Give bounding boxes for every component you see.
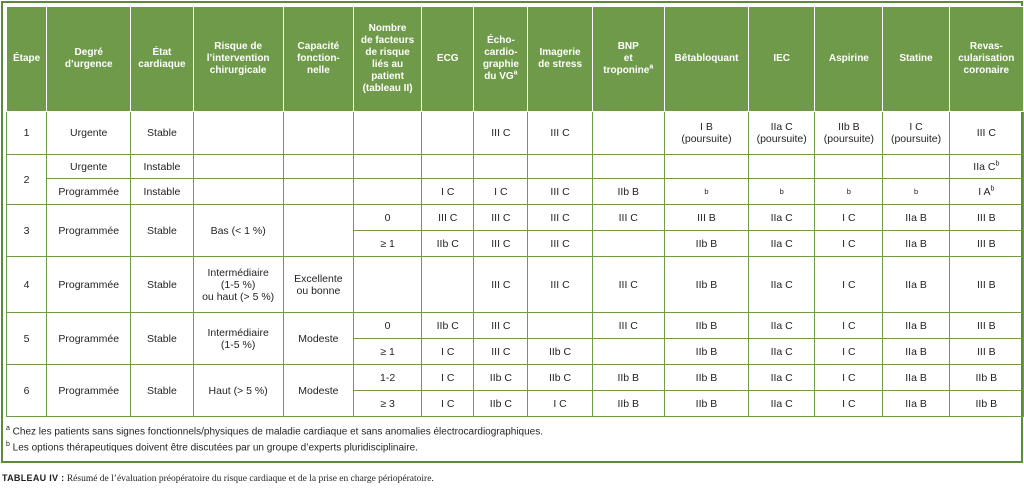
cell-facteurs: 1-2: [353, 365, 421, 391]
cell-iec: IIa C: [749, 365, 815, 391]
cell-capacite: [283, 205, 353, 257]
cell-aspirine: I C: [815, 205, 883, 231]
cell-imagerie: [528, 155, 592, 179]
cell-beta: IIb B: [664, 365, 748, 391]
cell-capacite: [283, 112, 353, 155]
cell-echo: IIb C: [474, 365, 528, 391]
cell-facteurs: [353, 257, 421, 313]
header-aspirine: Aspirine: [815, 7, 883, 112]
cell-imagerie: I C: [528, 391, 592, 417]
cell-facteurs: ≥ 3: [353, 391, 421, 417]
cell-imagerie: IIb C: [528, 365, 592, 391]
cell-facteurs: [353, 112, 421, 155]
cell-revasc: III B: [949, 231, 1023, 257]
cell-imagerie: III C: [528, 205, 592, 231]
cell-ecg: [422, 112, 474, 155]
header-urgence: Degré d’urgence: [47, 7, 131, 112]
cell-etape: 1: [7, 112, 47, 155]
cell-aspirine: I C: [815, 365, 883, 391]
header-risque: Risque de l’intervention chirurgicale: [193, 7, 283, 112]
cell-iec: IIa C: [749, 231, 815, 257]
cell-etat: Stable: [131, 205, 193, 257]
cell-bnp: [592, 339, 664, 365]
cell-echo: III C: [474, 257, 528, 313]
cell-echo: III C: [474, 205, 528, 231]
cell-bnp: [592, 155, 664, 179]
table-row-step-5a: [7, 313, 1024, 339]
cell-beta: [664, 155, 748, 179]
cell-revasc: IIb B: [949, 391, 1023, 417]
cell-aspirine: I C: [815, 231, 883, 257]
cell-beta: IIb B: [664, 391, 748, 417]
cell-bnp: IIb B: [592, 365, 664, 391]
cell-etat: Stable: [131, 313, 193, 365]
footnote-b: $^b$ Les options thérapeutiques doivent être discutées par un groupe d’experts pluridisciplinaire.: [6, 441, 418, 454]
cell-aspirine: [815, 155, 883, 179]
cell-urgence: Urgente: [47, 155, 131, 179]
cell-urgence: Programmée: [47, 365, 131, 417]
cell-facteurs: 0: [353, 205, 421, 231]
table-row-step-2b: [7, 179, 1024, 205]
cell-bnp: IIb B: [592, 391, 664, 417]
cell-beta: III B: [664, 205, 748, 231]
cell-bnp: IIb B: [592, 179, 664, 205]
cell-etat: Stable: [131, 112, 193, 155]
header-etape: Étape: [7, 7, 47, 112]
cell-echo: [474, 155, 528, 179]
header-iec: IEC: [749, 7, 815, 112]
cell-urgence: Programmée: [47, 313, 131, 365]
header-revasc: Revas- cularisation coronaire: [949, 7, 1023, 112]
cell-echo: III C: [474, 339, 528, 365]
cell-revasc: III C: [949, 112, 1023, 155]
cell-iec: IIa C: [749, 257, 815, 313]
header-row: [7, 7, 1024, 112]
cell-bnp: III C: [592, 205, 664, 231]
cell-urgence: Programmée: [47, 257, 131, 313]
table-row-step-1: [7, 112, 1024, 155]
cell-bnp: [592, 231, 664, 257]
cell-iec: IIa C: [749, 205, 815, 231]
cell-imagerie: III C: [528, 112, 592, 155]
cell-ecg: [422, 155, 474, 179]
cell-echo: III C: [474, 231, 528, 257]
cell-iec: IIa C (poursuite): [749, 112, 815, 155]
cell-ecg: I C: [422, 179, 474, 205]
cell-etat: Instable: [131, 179, 193, 205]
cell-iec: [749, 155, 815, 179]
cell-echo: I C: [474, 179, 528, 205]
cell-urgence: Programmée: [47, 205, 131, 257]
cell-urgence: Urgente: [47, 112, 131, 155]
cell-ecg: III C: [422, 205, 474, 231]
table-frame: [1, 1, 1023, 463]
cell-bnp: III C: [592, 313, 664, 339]
cell-bnp: III C: [592, 257, 664, 313]
header-ecg: ECG: [422, 7, 474, 112]
cell-facteurs: ≥ 1: [353, 231, 421, 257]
cell-risque: [193, 112, 283, 155]
cell-bnp: [592, 112, 664, 155]
cell-beta: b: [664, 179, 748, 205]
cell-echo: III C: [474, 313, 528, 339]
cell-ecg: I C: [422, 391, 474, 417]
cell-risque: Intermédiaire (1-5 %) ou haut (> 5 %): [193, 257, 283, 313]
cell-statine: IIa B: [883, 313, 949, 339]
cell-revasc: III B: [949, 339, 1023, 365]
cell-ecg: [422, 257, 474, 313]
cell-beta: I B (poursuite): [664, 112, 748, 155]
cell-facteurs: 0: [353, 313, 421, 339]
cell-statine: [883, 155, 949, 179]
cell-facteurs: [353, 155, 421, 179]
cell-statine: b: [883, 179, 949, 205]
cell-aspirine: I C: [815, 391, 883, 417]
cell-risque: [193, 155, 283, 179]
cell-capacite: Modeste: [283, 365, 353, 417]
table-caption: TABLEAU IV : Résumé de l’évaluation préopératoire du risque cardiaque et de la prise en charge périopératoire.: [2, 473, 434, 484]
table-row-step-6a: [7, 365, 1024, 391]
cell-etape: 5: [7, 313, 47, 365]
cell-etape: 6: [7, 365, 47, 417]
cell-statine: IIa B: [883, 365, 949, 391]
cell-iec: IIa C: [749, 339, 815, 365]
cell-imagerie: III C: [528, 179, 592, 205]
footnotes: [6, 422, 1016, 455]
cell-facteurs: ≥ 1: [353, 339, 421, 365]
cell-aspirine: I C: [815, 339, 883, 365]
header-imagerie: Imagerie de stress: [528, 7, 592, 112]
cell-imagerie: [528, 313, 592, 339]
cell-beta: IIb B: [664, 257, 748, 313]
cell-revasc: I $A^b$: [949, 179, 1023, 205]
cell-capacite: [283, 155, 353, 179]
cell-aspirine: I C: [815, 313, 883, 339]
cell-etape: 2: [7, 155, 47, 205]
cell-beta: IIb B: [664, 339, 748, 365]
cell-urgence: Programmée: [47, 179, 131, 205]
cell-risque: Haut (> 5 %): [193, 365, 283, 417]
cell-capacite: Excellente ou bonne: [283, 257, 353, 313]
cell-aspirine: I C: [815, 257, 883, 313]
cell-facteurs: [353, 179, 421, 205]
cell-etat: Stable: [131, 365, 193, 417]
cell-aspirine: IIb B (poursuite): [815, 112, 883, 155]
cell-imagerie: IIb C: [528, 339, 592, 365]
cell-risque: Intermédiaire (1-5 %): [193, 313, 283, 365]
cell-revasc: IIb B: [949, 365, 1023, 391]
cell-revasc: III B: [949, 313, 1023, 339]
header-etat: État cardiaque: [131, 7, 193, 112]
cell-statine: IIa B: [883, 391, 949, 417]
cell-etape: 4: [7, 257, 47, 313]
cell-echo: III C: [474, 112, 528, 155]
header-statine: Statine: [883, 7, 949, 112]
cell-iec: IIa C: [749, 313, 815, 339]
cell-etat: Instable: [131, 155, 193, 179]
cell-beta: IIb B: [664, 231, 748, 257]
cell-revasc: III B: [949, 205, 1023, 231]
cell-statine: I C (poursuite): [883, 112, 949, 155]
cell-statine: IIa B: [883, 231, 949, 257]
cell-statine: IIa B: [883, 339, 949, 365]
table-row-step-3a: [7, 205, 1024, 231]
cell-imagerie: III C: [528, 231, 592, 257]
cell-revasc: III B: [949, 257, 1023, 313]
header-bnp: BNP et troponine$^a$: [592, 7, 664, 112]
cell-capacite: Modeste: [283, 313, 353, 365]
header-facteurs: Nombre de facteurs de risque liés au patient (tableau II): [353, 7, 421, 112]
cell-risque: Bas (< 1 %): [193, 205, 283, 257]
cell-beta: IIb B: [664, 313, 748, 339]
cell-aspirine: b: [815, 179, 883, 205]
header-echo: Écho- cardio- graphie du $VG^a$: [474, 7, 528, 112]
cell-ecg: IIb C: [422, 313, 474, 339]
table-row-step-4: [7, 257, 1024, 313]
cell-iec: b: [749, 179, 815, 205]
cell-risque: [193, 179, 283, 205]
cell-etape: 3: [7, 205, 47, 257]
cell-revasc: IIa $C^b$: [949, 155, 1023, 179]
cell-ecg: I C: [422, 365, 474, 391]
table-row-step-2a: [7, 155, 1024, 179]
cell-iec: IIa C: [749, 391, 815, 417]
cell-echo: IIb C: [474, 391, 528, 417]
cell-imagerie: III C: [528, 257, 592, 313]
cell-statine: IIa B: [883, 257, 949, 313]
cell-ecg: IIb C: [422, 231, 474, 257]
cell-etat: Stable: [131, 257, 193, 313]
header-capacite: Capacité fonction- nelle: [283, 7, 353, 112]
cell-ecg: I C: [422, 339, 474, 365]
summary-table: [6, 6, 1024, 417]
footnote-a: $^a$ Chez les patients sans signes fonctionnels/physiques de maladie cardiaque et sans anomalies électrocardiographiques.: [6, 425, 544, 438]
header-betabloquant: Bêtabloquant: [664, 7, 748, 112]
cell-capacite: [283, 179, 353, 205]
cell-statine: IIa B: [883, 205, 949, 231]
